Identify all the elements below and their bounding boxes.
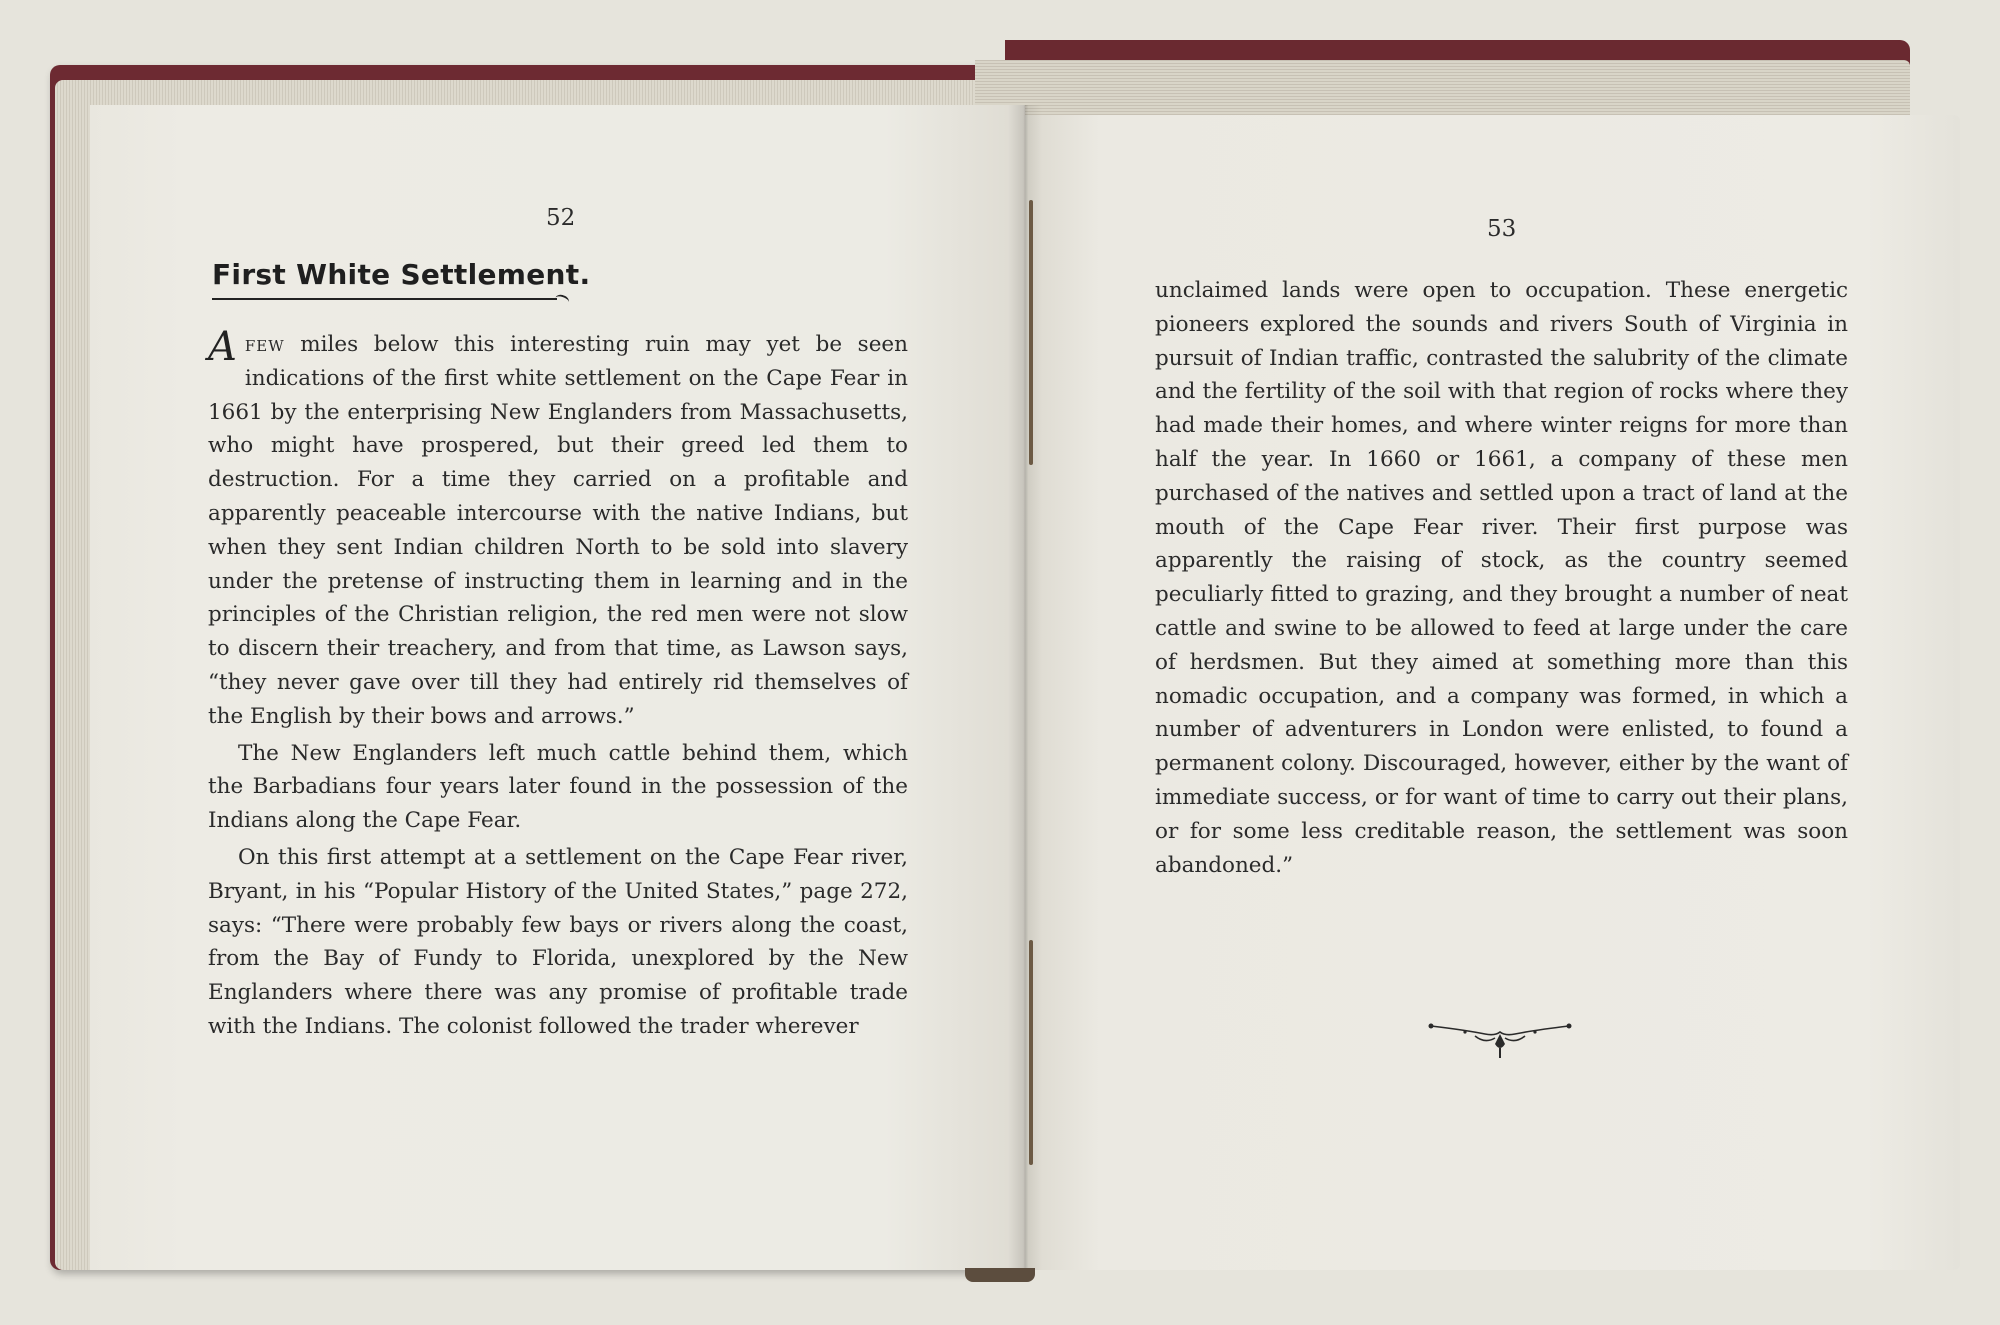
heading-underline: [212, 298, 557, 300]
paragraph: unclaimed lands were open to occupation. These energetic pioneers explored the sounds and rivers South of Virginia in pursuit of Indian traffic, contrasted the salubrity of the climate and the fertility of the soil with that region of rocks where they had made their homes, and where winter reigns for more than half the year. In 1660 or 1661, a company of these men purchased of the natives and settled upon a tract of land at the mouth of the Cape Fear river. Their first purpose was apparently the raising of stock, as the country seemed peculiarly fitted to grazing, and they brought a number of neat cattle and swine to be allowed to feed at large under the care of herdsmen. But they aimed at something more than this nomadic occupation, and a company was formed, in which a number of adventurers in London were enlisted, to found a permanent colony. Discouraged, however, either by the want of immediate success, or for want of time to carry out their plans, or for some less creditable reason, the settlement was soon abandoned.”: [1155, 278, 1848, 878]
right-page-text: [1155, 274, 1848, 882]
binding-thread-upper: [1029, 200, 1033, 465]
fleuron-ornament-icon: [1425, 1020, 1575, 1060]
page-number-left: 52: [546, 205, 576, 231]
paragraph: The New Englanders left much cattle behind them, which the Barbadians four years later found in the possession of the Indians along the Cape Fear.: [208, 740, 908, 834]
book-spine: [965, 1268, 1035, 1282]
page-number-right: 53: [1487, 216, 1517, 242]
paragraph: miles below this interesting ruin may yet be seen indications of the first white settlement on the Cape Fear in 1661 by the enterprising New Englanders from Massachusetts, who might have prospered, but their greed led them to destruction. For a time they carried on a profitable and apparently peaceable intercourse with the native Indians, but when they sent Indian children North to be sold into slavery under the pretense of instructing them in learning and in the principles of the Christian religion, the red men were not slow to discern their treachery, and from that time, as Lawson says, “they never gave over till they had entirely rid themselves of the English by their bows and arrows.”: [208, 332, 908, 729]
paragraph: On this first attempt at a settlement on the Cape Fear river, Bryant, in his “Popular History of the United States,” page 272, says: “There were probably few bays or rivers along the coast, from the Bay of Fundy to Florida, unexplored by the New Englanders where there was any promise of profitable trade with the Indians. The colonist followed the trader wherever: [208, 844, 908, 1039]
chapter-heading: First White Settlement.: [212, 258, 591, 291]
drop-cap: A: [208, 324, 237, 370]
binding-thread-lower: [1029, 940, 1033, 1165]
book-gutter: [1008, 105, 1042, 1270]
left-page-text: [208, 324, 908, 1044]
opening-words: few: [244, 332, 285, 357]
